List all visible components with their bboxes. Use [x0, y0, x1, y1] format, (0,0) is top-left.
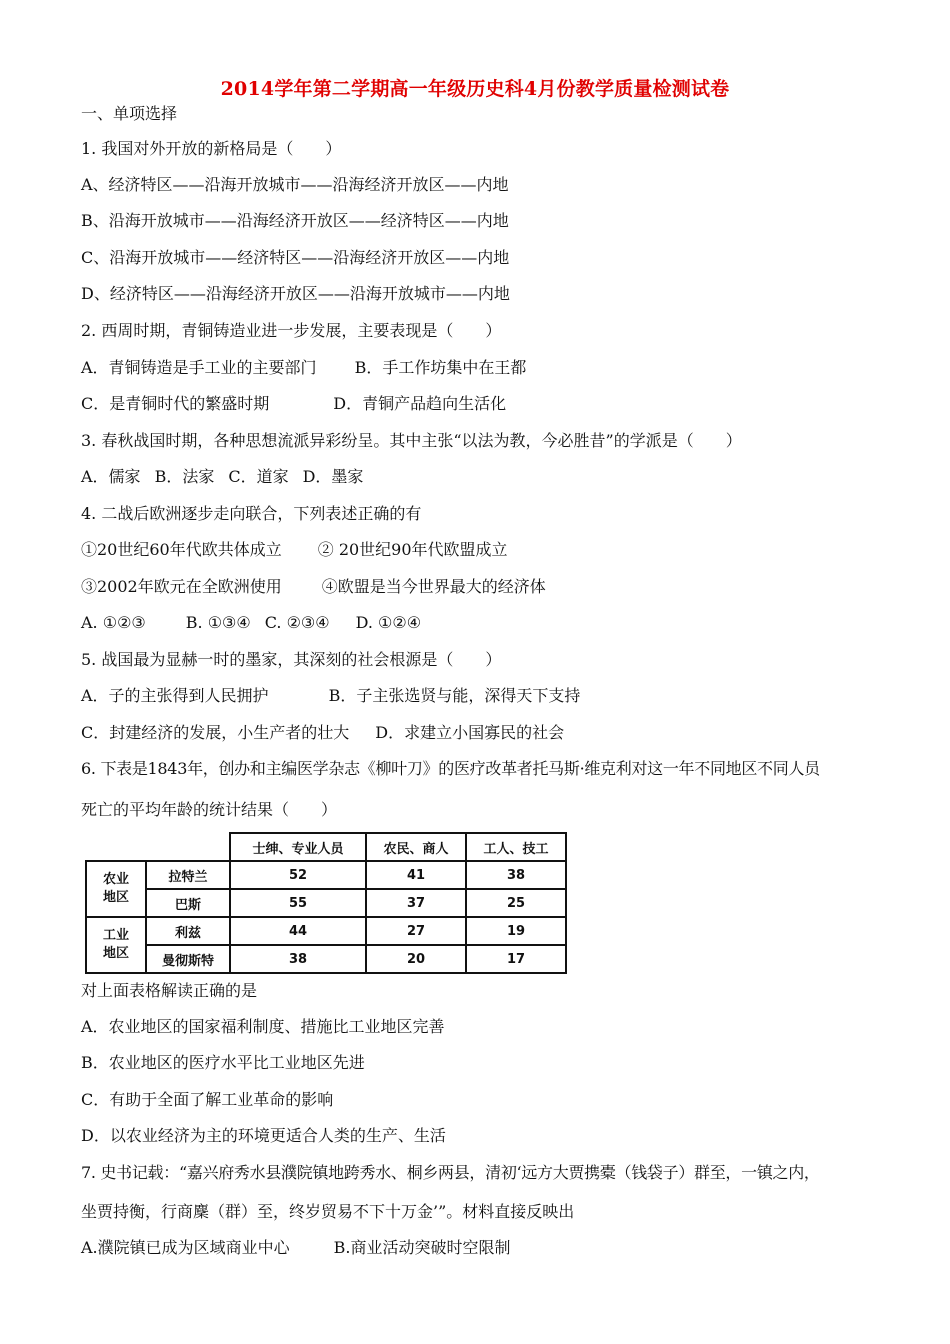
- q3-stem: 3. 春秋战国时期，各种思想流派异彩纷呈。其中主张“以法为教，今必胜昔”的学派是（ ）: [81, 431, 742, 450]
- q4-statement-2: ② 20世纪90年代欧盟成立: [317, 540, 508, 559]
- q4-stem: 4. 二战后欧洲逐步走向联合，下列表述正确的有: [81, 504, 422, 523]
- q2-option-b: B．手工作坊集中在王都: [354, 358, 527, 377]
- q4-statements-12: [81, 540, 508, 560]
- q6-option-a: A．农业地区的国家福利制度、措施比工业地区完善: [81, 1017, 445, 1036]
- q2-stem: 2. 西周时期，青铜铸造业进一步发展，主要表现是（ ）: [81, 321, 502, 340]
- q1-option-c: C、沿海开放城市——经济特区——沿海经济开放区——内地: [81, 248, 510, 267]
- table-row: [86, 861, 566, 889]
- q4-option-b: B. ①③④: [185, 613, 251, 632]
- table-corner: [86, 833, 230, 861]
- q4-option-c: C. ②③④: [264, 613, 330, 632]
- region-agricultural: [86, 861, 146, 917]
- value-cell: 55: [230, 889, 366, 917]
- q5-option-b: B．子主张选贤与能，深得天下支持: [328, 686, 581, 705]
- q7-option-b: B.商业活动突破时空限制: [333, 1238, 511, 1257]
- q4-statements-34: [81, 577, 546, 597]
- q6-stem-line-1: 6. 下表是1843年，创办和主编医学杂志《柳叶刀》的医疗改革者托马斯·维克利对这一年不同地区不同人员: [81, 759, 820, 778]
- q5-stem: 5. 战国最为显赫一时的墨家，其深刻的社会根源是（ ）: [81, 650, 502, 669]
- value-cell: 27: [366, 917, 466, 945]
- q3-option-d: D．墨家: [302, 467, 364, 486]
- q5-option-c: C．封建经济的发展，小生产者的壮大: [81, 723, 350, 742]
- q2-options-cd: [81, 394, 506, 414]
- q7-stem-line-2: 坐贾持衡，行商麇（群）至，终岁贸易不下十万金’”。材料直接反映出: [81, 1202, 575, 1221]
- table-header: 农民、商人: [366, 833, 466, 861]
- value-cell: 52: [230, 861, 366, 889]
- value-cell: 37: [366, 889, 466, 917]
- table-row: [86, 945, 566, 973]
- q6-option-c: C．有助于全面了解工业革命的影响: [81, 1090, 334, 1109]
- region-label: 地区: [102, 946, 129, 961]
- q6-stem-line-2: 死亡的平均年龄的统计结果（ ）: [81, 800, 338, 819]
- q7-stem-line-1: 7. 史书记载：“嘉兴府秀水县濮院镇地跨秀水、桐乡两县，清初‘远方大贾携橐（钱袋子）群至，一镇之内，: [81, 1163, 820, 1182]
- table-header: 士绅、专业人员: [230, 833, 366, 861]
- value-cell: 38: [466, 861, 566, 889]
- table-header: 工人、技工: [466, 833, 566, 861]
- q1-option-a: A、经济特区——沿海开放城市——沿海经济开放区——内地: [81, 175, 509, 194]
- q4-statement-1: ①20世纪60年代欧共体成立: [81, 540, 282, 559]
- place-cell: 利兹: [146, 917, 230, 945]
- q3-option-a: A．儒家: [81, 467, 141, 486]
- mortality-table: [85, 832, 567, 974]
- region-label: 地区: [102, 890, 129, 905]
- q3-option-c: C．道家: [228, 467, 289, 486]
- q4-options: [81, 613, 421, 633]
- q5-options-cd: [81, 723, 564, 743]
- q7-options-ab: [81, 1238, 511, 1258]
- exam-title: 2014学年第二学期高一年级历史科4月份教学质量检测试卷: [220, 78, 730, 100]
- table-row: [86, 917, 566, 945]
- value-cell: 17: [466, 945, 566, 973]
- q5-options-ab: [81, 686, 580, 706]
- place-cell: 拉特兰: [146, 861, 230, 889]
- q4-statement-4: ④欧盟是当今世界最大的经济体: [321, 577, 546, 596]
- q7-option-a: A.濮院镇已成为区域商业中心: [81, 1238, 290, 1257]
- place-cell: 巴斯: [146, 889, 230, 917]
- value-cell: 44: [230, 917, 366, 945]
- region-label: 农业: [102, 872, 129, 887]
- region-industrial: [86, 917, 146, 973]
- value-cell: 25: [466, 889, 566, 917]
- table-row: [86, 889, 566, 917]
- region-label: 工业: [102, 928, 129, 943]
- q2-options-ab: [81, 358, 526, 378]
- q2-option-c: C．是青铜时代的繁盛时期: [81, 394, 270, 413]
- q3-options: [81, 467, 363, 487]
- q4-option-d: D. ①②④: [355, 613, 422, 632]
- q1-option-d: D、经济特区——沿海经济开放区——沿海开放城市——内地: [81, 284, 510, 303]
- q4-statement-3: ③2002年欧元在全欧洲使用: [81, 577, 282, 596]
- place-cell: 曼彻斯特: [146, 945, 230, 973]
- q2-option-a: A．青铜铸造是手工业的主要部门: [81, 358, 317, 377]
- table-header-row: [86, 833, 566, 861]
- section-heading: 一、单项选择: [81, 104, 178, 123]
- q4-option-a: A. ①②③: [81, 613, 146, 632]
- value-cell: 41: [366, 861, 466, 889]
- q6-lead: 对上面表格解读正确的是: [81, 981, 258, 1000]
- q1-option-b: B、沿海开放城市——沿海经济开放区——经济特区——内地: [81, 211, 509, 230]
- q6-option-b: B．农业地区的医疗水平比工业地区先进: [81, 1053, 365, 1072]
- value-cell: 38: [230, 945, 366, 973]
- q2-option-d: D．青铜产品趋向生活化: [333, 394, 507, 413]
- value-cell: 20: [366, 945, 466, 973]
- q1-stem: 1. 我国对外开放的新格局是（ ）: [81, 139, 342, 158]
- q6-option-d: D．以农业经济为主的环境更适合人类的生产、生活: [81, 1126, 446, 1145]
- q5-option-d: D．求建立小国寡民的社会: [375, 723, 565, 742]
- q3-option-b: B．法家: [154, 467, 215, 486]
- value-cell: 19: [466, 917, 566, 945]
- q5-option-a: A．子的主张得到人民拥护: [81, 686, 269, 705]
